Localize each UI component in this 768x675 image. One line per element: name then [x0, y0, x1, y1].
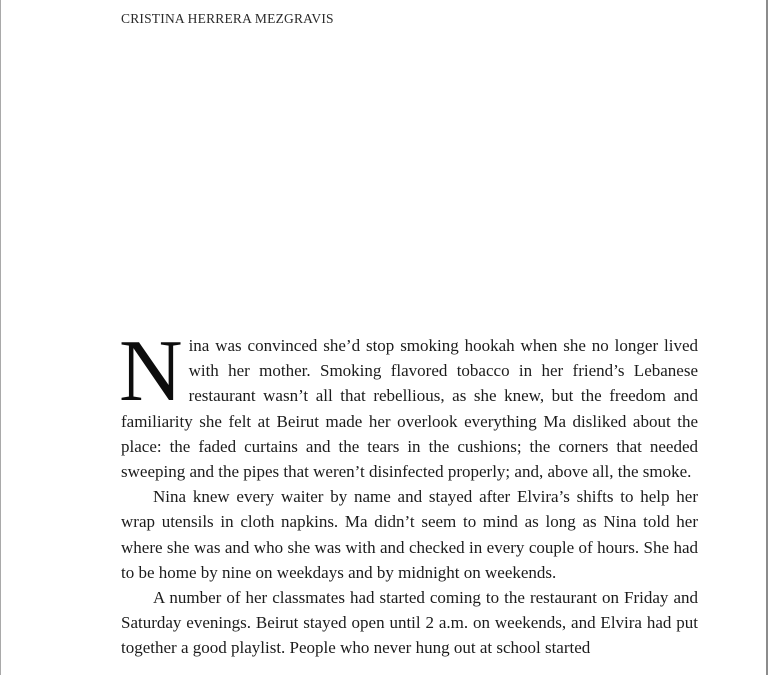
paragraph-1-text: ina was convinced she’d stop smoking hookah when she no longer lived with her mother. Smoking flavored tobacco in her friend’s Lebanese restaurant wasn’t all that rebellious, as she knew, but the freedom and familiarity she felt at Beirut made her overlook everything Ma disliked about the place: the faded curtains and the tears in the cushions; the corners that needed sweeping and the pipes that weren’t disinfected properly; and, above all, the smoke. — [121, 336, 698, 482]
paragraph-3: A number of her classmates had started coming to the restaurant on Friday and Saturday evenings. Beirut stayed open until 2 a.m. on weekends, and Elvira had put together a good playlist. People who never hung out at school started — [121, 588, 698, 658]
drop-cap: N — [119, 323, 183, 420]
paragraph-1 — [119, 323, 698, 484]
body-text — [119, 323, 698, 661]
paragraph-2: Nina knew every waiter by name and stayed after Elvira’s shifts to help her wrap utensils in cloth napkins. Ma didn’t seem to mind as long as Nina told her where she was and who she was with and checked in every couple of hours. She had to be home by nine on weekdays and by midnight on weekends. — [121, 487, 698, 582]
running-head-author: CRISTINA HERRERA MEZGRAVIS — [121, 11, 334, 26]
